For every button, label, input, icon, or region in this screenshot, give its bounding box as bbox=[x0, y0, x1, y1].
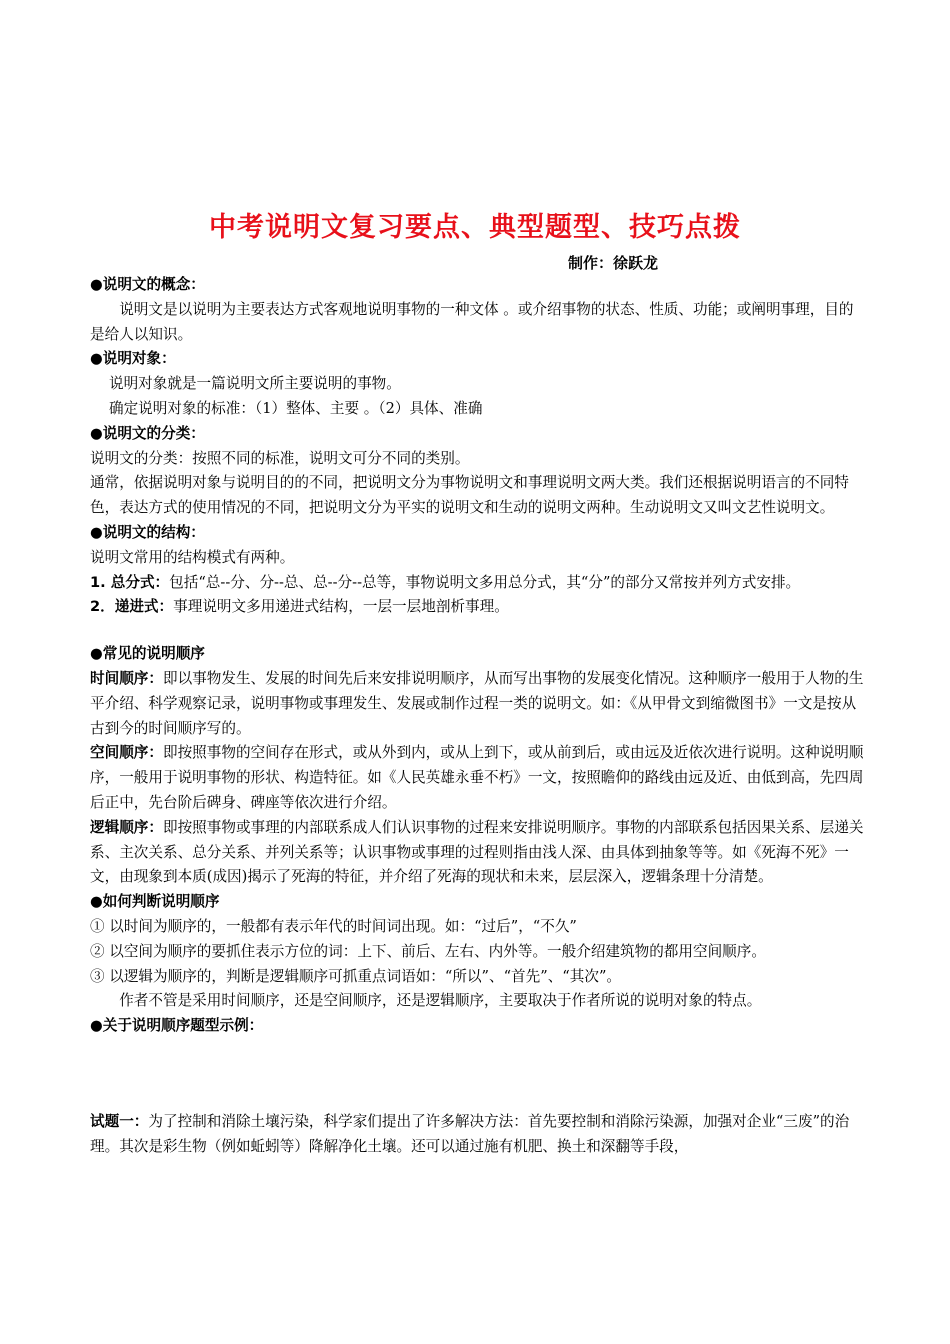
space-order-label: 空间顺序： bbox=[90, 744, 163, 762]
section-heading-concept: ●说明文的概念： bbox=[90, 276, 205, 293]
structure-item-1-text: 包括“总--分、分--总、总--分--总等，事物说明文多用总分式，其“分”的部分又常按并列方式安排。 bbox=[169, 573, 801, 591]
spacer bbox=[90, 620, 865, 642]
judge-summary: 作者不管是采用时间顺序，还是空间顺序，还是逻辑顺序，主要取决于作者所说的说明对象的特点。 bbox=[119, 992, 762, 1010]
section-heading-examples: ●关于说明顺序题型示例： bbox=[90, 1017, 264, 1035]
time-order-label: 时间顺序： bbox=[90, 669, 163, 687]
section-heading-object: ●说明对象： bbox=[90, 350, 176, 368]
question-1-label: 试题一： bbox=[90, 1112, 149, 1130]
logic-order-label: 逻辑顺序： bbox=[90, 818, 163, 836]
structure-item-2-label: 2．递进式： bbox=[90, 598, 174, 616]
paragraph-classification-1: 说明文的分类：按照不同的标准，说明文可分不同的类别。 bbox=[90, 449, 470, 467]
paragraph-structure-1: 说明文常用的结构模式有两种。 bbox=[90, 548, 295, 566]
section-heading-classification: ●说明文的分类： bbox=[90, 424, 205, 442]
spacer bbox=[90, 1039, 865, 1110]
section-heading-structure: ●说明文的结构： bbox=[90, 523, 205, 541]
judge-item-1: ① 以时间为顺序的，一般都有表示年代的时间词出现。如：“过后”，“不久” bbox=[90, 917, 577, 935]
paragraph-question-1 bbox=[90, 1110, 865, 1160]
logic-order-text: 即按照事物或事理的内部联系成人们认识事物的过程来安排说明顺序。事物的内部联系包括因果关系、层递关系、主次关系、总分关系、并列关系等；认识事物或事理的过程则指由浅人深、由具体到抽象等等。如《死海不死》一文，由现象到本质(成因)揭示了死海的特征，并介绍了死海的现状和未来，层层深入，逻辑条理十分清楚。 bbox=[90, 818, 864, 886]
judge-item-3: ③ 以逻辑为顺序的，判断是逻辑顺序可抓重点词语如：“所以”、“首先”、“其次”。 bbox=[90, 967, 622, 985]
document-title: 中考说明文复习要点、典型题型、技巧点拨 bbox=[209, 212, 741, 243]
paragraph-logic-order bbox=[90, 816, 865, 890]
paragraph-structure-item-2 bbox=[90, 595, 865, 620]
judge-item-2: ② 以空间为顺序的要抓住表示方位的词：上下、前后、左右、内外等。一般介绍建筑物的都用空间顺序。 bbox=[90, 942, 766, 960]
paragraph-space-order bbox=[90, 741, 865, 815]
question-1-text: 为了控制和消除土壤污染，科学家们提出了许多解决方法：首先要控制和消除污染源，加强对企业“三废”的治理。其次是彩生物（例如蚯蚓等）降解净化土壤。还可以通过施有机肥、换土和深翻等手段， bbox=[90, 1112, 850, 1155]
paragraph-structure-item-1 bbox=[90, 571, 865, 596]
space-order-text: 即按照事物的空间存在形式，或从外到内，或从上到下，或从前到后，或由远及近依次进行说明。这种说明顺序，一般用于说明事物的形状、构造特征。如《人民英雄永垂不朽》一文，按照瞻仰的路线由远及近、由低到高，先四周后正中，先台阶后碑身、碑座等依次进行介绍。 bbox=[90, 744, 864, 811]
section-heading-order: ●常见的说明顺序 bbox=[90, 645, 205, 663]
structure-item-2-text: 事理说明文多用递进式结构，一层一层地剖析事理。 bbox=[173, 598, 509, 616]
time-order-text: 即以事物发生、发展的时间先后来安排说明顺序，从而写出事物的发展变化情况。这种顺序一般用于人物的生平介绍、科学观察记录，说明事物或事理发生、发展或制作过程一类的说明文。如：《从甲骨文到缩微图书》一文是按从古到今的时间顺序写的。 bbox=[90, 669, 864, 737]
paragraph-classification-2: 通常，依据说明对象与说明目的的不同，把说明文分为事物说明文和事理说明文两大类。我们还根据说明语言的不同特色，表达方式的使用情况的不同，把说明文分为平实的说明文和生动的说明文两种。生动说明文又叫文艺性说明文。 bbox=[90, 474, 849, 517]
paragraph-concept: 说明文是以说明为主要表达方式客观地说明事物的一种文体 。或介绍事物的状态、性质、功能；或阐明事理，目的是给人以知识。 bbox=[90, 300, 854, 343]
section-heading-judge: ●如何判断说明顺序 bbox=[90, 893, 220, 911]
paragraph-object-1: 说明对象就是一篇说明文所主要说明的事物。 bbox=[108, 375, 401, 393]
structure-item-1-label: 1. 总分式： bbox=[90, 573, 170, 591]
document-body bbox=[90, 273, 865, 1160]
paragraph-time-order bbox=[90, 667, 865, 741]
paragraph-object-2: 确定说明对象的标准：（1）整体、主要 。（2）具体、准确 bbox=[108, 399, 483, 417]
author-line: 制作：徐跃龙 bbox=[568, 254, 659, 272]
